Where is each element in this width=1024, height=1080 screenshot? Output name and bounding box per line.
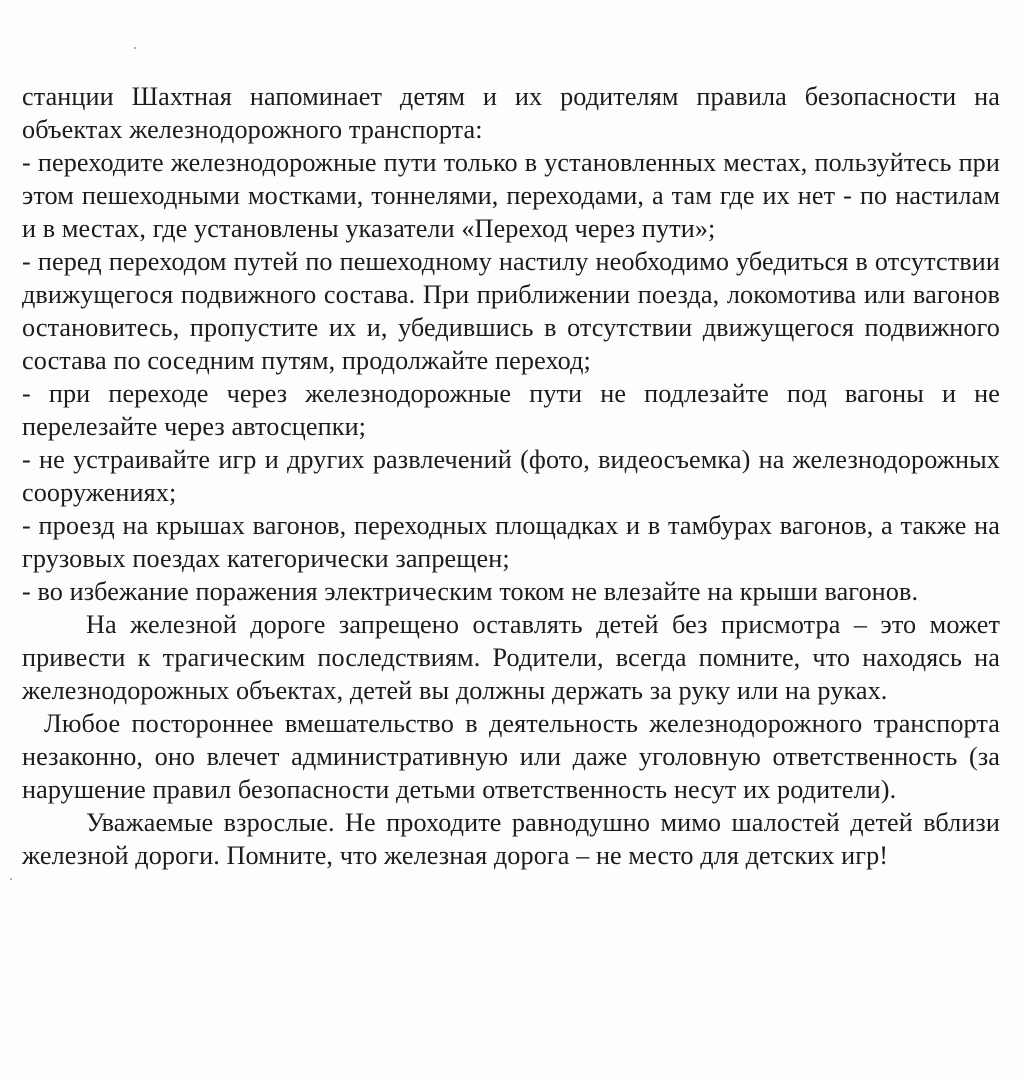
paragraph-supervision: На железной дороге запрещено оставлять детей без присмотра – это может привести к трагическим последствиям. Родители, всегда помните, что находясь на железнодорожных объектах, детей вы должны держать за руку или на руках. xyxy=(22,610,1000,705)
paragraph-appeal: Уважаемые взрослые. Не проходите равнодушно мимо шалостей детей вблизи железной дороги. Помните, что железная дорога – не место для детских игр! xyxy=(22,808,1000,870)
rule-check-rolling-stock: - перед переходом путей по пешеходному настилу необходимо убедиться в отсутствии движущегося подвижного состава. При приближении поезда, локомотива или вагонов остановитесь, пропустите их и, убедившись в отсутствии движущегося подвижного состава по соседним путям, продолжайте переход; xyxy=(22,247,1000,375)
rule-no-riding-roofs: - проезд на крышах вагонов, переходных площадках и в тамбурах вагонов, а также на грузовых поездах категорически запрещен; xyxy=(22,511,1000,573)
scan-speck xyxy=(134,47,136,49)
rule-crossing-places: - переходите железнодорожные пути только в установленных местах, пользуйтесь при этом пешеходными мостками, тоннелями, переходами, а там где их нет - по настилам и в местах, где установлены указатели «Переход через пути»; xyxy=(22,148,1000,243)
paragraph-intro: станции Шахтная напоминает детям и их родителям правила безопасности на объектах железнодорожного транспорта: xyxy=(22,82,1000,144)
scan-speck xyxy=(10,878,12,880)
rule-electric-shock: - во избежание поражения электрическим током не влезайте на крыши вагонов. xyxy=(22,577,919,606)
rule-no-games: - не устраивайте игр и других развлечений (фото, видеосъемка) на железнодорожных сооружениях; xyxy=(22,445,1000,507)
document-body xyxy=(22,80,1000,872)
paragraph-liability: Любое постороннее вмешательство в деятельность железнодорожного транспорта незаконно, оно влечет административную или даже уголовную ответственность (за нарушение правил безопасности детьми ответственность несут их родители). xyxy=(22,709,1000,804)
rule-no-crawling-under-cars: - при переходе через железнодорожные пути не подлезайте под вагоны и не перелезайте через автосцепки; xyxy=(22,379,1000,441)
